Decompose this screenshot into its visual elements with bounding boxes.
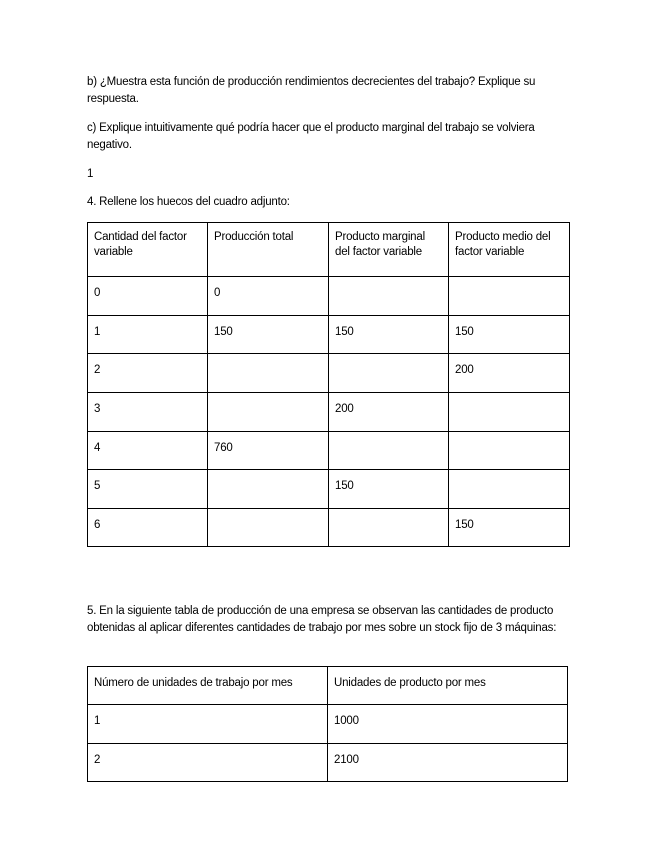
table-cell: 1 [88, 705, 328, 744]
table-cell: 1000 [328, 705, 568, 744]
header-cell: Producto medio del factor variable [449, 223, 570, 277]
table-row [88, 509, 570, 547]
table-cell: 0 [208, 277, 329, 316]
table-cell: 2100 [328, 744, 568, 782]
table-row [88, 316, 570, 354]
table-cell [449, 277, 570, 316]
table-row [88, 432, 570, 470]
table-cell: 760 [208, 432, 329, 470]
table-cell [449, 470, 570, 509]
table-cell: 200 [329, 393, 449, 432]
table-cell: 4 [88, 432, 208, 470]
table-row [88, 354, 570, 393]
table-cell [329, 354, 449, 393]
question-c: c) Explique intuitivamente qué podría hacer que el producto marginal del trabajo se volviera negativo. [87, 122, 535, 151]
table-cell [208, 470, 329, 509]
exercise-5-table [87, 666, 568, 782]
table-row [88, 393, 570, 432]
table-row [88, 744, 568, 782]
table-header-row [88, 667, 568, 705]
table-cell: 2 [88, 354, 208, 393]
table-row [88, 277, 570, 316]
table-row [88, 470, 570, 509]
page-number: 1 [87, 168, 94, 180]
table-cell [208, 354, 329, 393]
table-cell: 6 [88, 509, 208, 547]
table-cell [208, 393, 329, 432]
table-cell [449, 393, 570, 432]
table-cell [208, 509, 329, 547]
table-cell: 150 [208, 316, 329, 354]
table-cell [329, 277, 449, 316]
table-cell: 150 [449, 509, 570, 547]
table-cell: 1 [88, 316, 208, 354]
table-cell: 0 [88, 277, 208, 316]
question-b: b) ¿Muestra esta función de producción rendimientos decrecientes del trabajo? Explique su respuesta. [87, 76, 536, 105]
header-cell: Número de unidades de trabajo por mes [88, 667, 328, 705]
table-cell: 2 [88, 744, 328, 782]
table-cell: 3 [88, 393, 208, 432]
exercise-5-title: 5. En la siguiente tabla de producción de una empresa se observan las cantidades de producto obtenidas al aplicar diferentes cantidades de trabajo por mes sobre un stock fijo de 3 máquinas: [87, 605, 557, 634]
table-header-row [88, 223, 570, 277]
table-row [88, 705, 568, 744]
table-cell: 150 [449, 316, 570, 354]
header-cell: Producto marginal del factor variable [329, 223, 449, 277]
exercise-4-table [87, 222, 570, 547]
table-cell: 150 [329, 470, 449, 509]
table-cell: 200 [449, 354, 570, 393]
table-cell [329, 432, 449, 470]
table-cell: 5 [88, 470, 208, 509]
header-cell: Producción total [208, 223, 329, 277]
header-cell: Unidades de producto por mes [328, 667, 568, 705]
exercise-4-title: 4. Rellene los huecos del cuadro adjunto: [87, 196, 290, 208]
table-cell [449, 432, 570, 470]
table-cell: 150 [329, 316, 449, 354]
table-cell [329, 509, 449, 547]
header-cell: Cantidad del factor variable [88, 223, 208, 277]
